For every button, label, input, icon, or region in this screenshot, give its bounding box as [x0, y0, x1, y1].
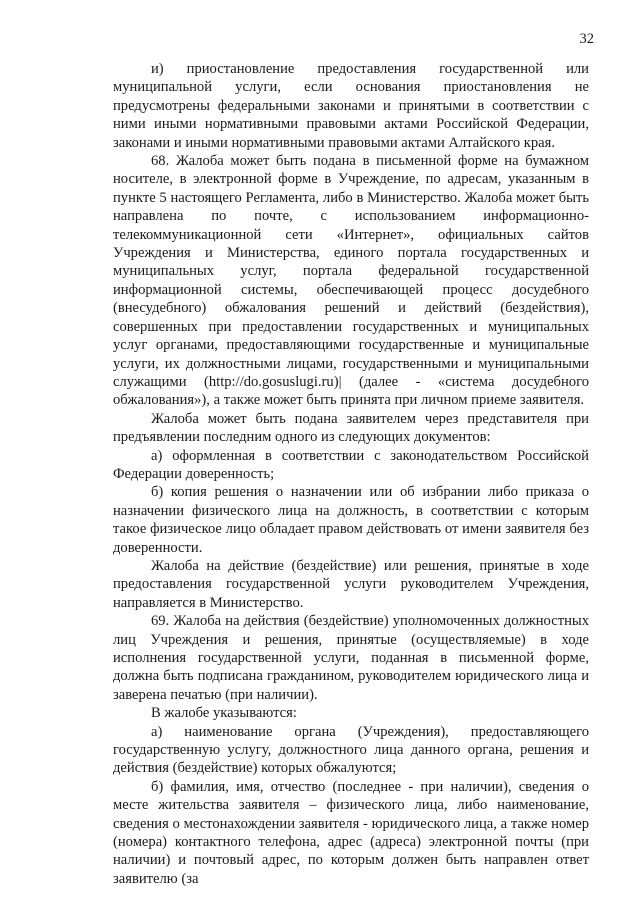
paragraph-69-written-complaint: 69. Жалоба на действия (бездействие) уполномоченных должностных лиц Учреждения и решения, принятые (осуществляемые) в ходе исполнения государственной услуги, поданная в письменной форме, должна быть подписана гражданином, руководителем юридического лица и заверена печатью (при наличии). — [113, 613, 589, 703]
paragraph-68-complaint-submission: 68. Жалоба может быть подана в письменной форме на бумажном носителе, в электронной форме в Учреждение, по адресам, указанным в пункте 5 настоящего Регламента, либо в Министерство. Жалоба может быть направлена по почте, с использованием информационно-телекоммуникационной сети «Интернет», официальных сайтов Учреждения и Министерства, единого портала государственных и муниципальных услуг, портала федеральной государственной информационной системы, обеспечивающей процесс досудебного (внесудебного) обжалования решений и действий (бездействия), совершенных при предоставлении государственных и муниципальных услуг органами, предоставляющими государственные и муниципальные услуги, их должностными лицами, государственными и муниципальными служащими (http://do.gosuslugi.ru)| (далее - «система досудебного обжалования»), а также может быть принята при личном приеме заявителя. — [113, 153, 589, 409]
paragraph-complaint-to-ministry: Жалоба на действие (бездействие) или решения, принятые в ходе предоставления государственной услуги руководителем Учреждения, направляется в Министерство. — [113, 557, 589, 611]
paragraph-complaint-contents-intro: В жалобе указываются: — [151, 705, 297, 722]
paragraph-item-i-suspension: и) приостановление предоставления государственной или муниципальной услуги, если основания приостановления не предусмотрены федеральными законами и принятыми в соответствии с ними иными нормативными правовыми актами Российской Федерации, законами и иными нормативными правовыми актами Алтайского края. — [113, 61, 589, 151]
document-body — [113, 60, 589, 888]
paragraph-item-a-body-name: а) наименование органа (Учреждения), предоставляющего государственную услугу, должностного лица данного органа, решения и действия (бездействие) которых обжалуются; — [113, 723, 589, 777]
paragraph-item-b-decision-copy: б) копия решения о назначении или об избрании либо приказа о назначении физического лица на должность, в соответствии с которым такое физическое лицо обладает правом действовать от имени заявителя без доверенности. — [113, 484, 589, 556]
paragraph-item-a-power-of-attorney: а) оформленная в соответствии с законодательством Российской Федерации доверенность; — [113, 447, 589, 482]
paragraph-representative: Жалоба может быть подана заявителем через представителя при предъявлении последним одного из следующих документов: — [113, 410, 589, 446]
page-number: 32 — [579, 31, 594, 47]
paragraph-item-b-applicant-details: б) фамилия, имя, отчество (последнее - при наличии), сведения о месте жительства заявителя – физического лица, либо наименование, сведения о местонахождении заявителя - юридического лица, а также номер (номера) контактного телефона, адрес (адреса) электронной почты (при наличии) и почтовый адрес, по которым должен быть направлен ответ заявителю (за — [113, 778, 589, 887]
